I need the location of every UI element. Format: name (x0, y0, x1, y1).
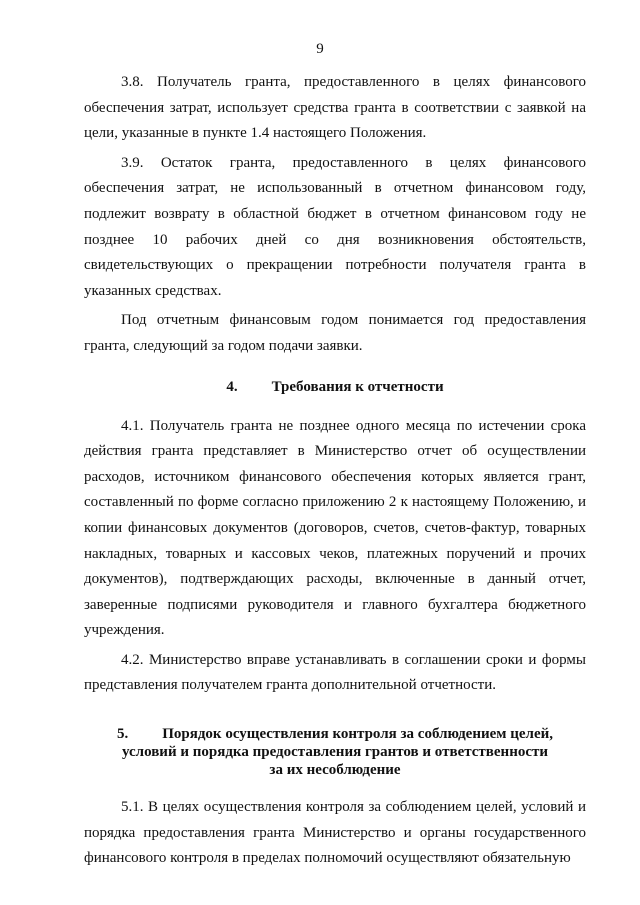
paragraph-4-2: 4.2. Министерство вправе устанавливать в соглашении сроки и формы представления получателем гранта дополнительной отчетности. (84, 651, 586, 694)
section-5-title-line-2: условий и порядка предоставления грантов и ответственности (121, 744, 549, 761)
document-body (84, 70, 586, 876)
paragraph-4-1: 4.1. Получатель гранта не позднее одного месяца по истечении срока действия гранта представляет в Министерство отчет об осуществлении расходов, источником финансового обеспечения которых является грант, составленный по форме согласно приложению 2 к настоящему Положению, и копии финансовых документов (договоров, счетов, счетов-фактур, товарных накладных, товарных и кассовых чеков, платежных поручений и прочих документов), подтверждающих расходы, включенные в данный отчет, заверенные подписями руководителя и главного бухгалтера бюджетного учреждения. (84, 417, 586, 639)
paragraph-reporting-year-definition: Под отчетным финансовым годом понимается год предоставления гранта, следующий за годом подачи заявки. (84, 312, 586, 354)
section-5-number: 5. (116, 726, 129, 743)
section-5-title-line-3: за их несоблюдение (269, 762, 401, 779)
paragraph-3-9: 3.9. Остаток гранта, предоставленного в целях финансового обеспечения затрат, не использованный в отчетном финансовом году, подлежит возврату в областной бюджет в отчетном финансовом году не позднее 10 рабочих дней со дня возникновения обстоятельств, свидетельствующих о прекращении потребности получателя гранта в указанных средствах. (84, 154, 586, 299)
section-5-title-text-1: Порядок осуществления контроля за соблюдением целей, (162, 726, 554, 743)
section-4-title: Требования к отчетности (271, 378, 444, 395)
page-number: 9 (316, 41, 324, 57)
paragraph-3-8: 3.8. Получатель гранта, предоставленного в целях финансового обеспечения затрат, использует средства гранта в соответствии с заявкой на цели, указанные в пункте 1.4 настоящего Положения. (84, 74, 586, 142)
section-4-heading (84, 378, 586, 396)
section-5-heading (84, 725, 586, 779)
section-5-title-line-1 (84, 725, 586, 743)
paragraph-5-1: 5.1. В целях осуществления контроля за соблюдением целей, условий и порядка предоставления гранта Министерство и органы государственного финансового контроля в пределах полномочий осуществляют обязательную (84, 799, 586, 867)
section-4-number: 4. (226, 378, 238, 395)
